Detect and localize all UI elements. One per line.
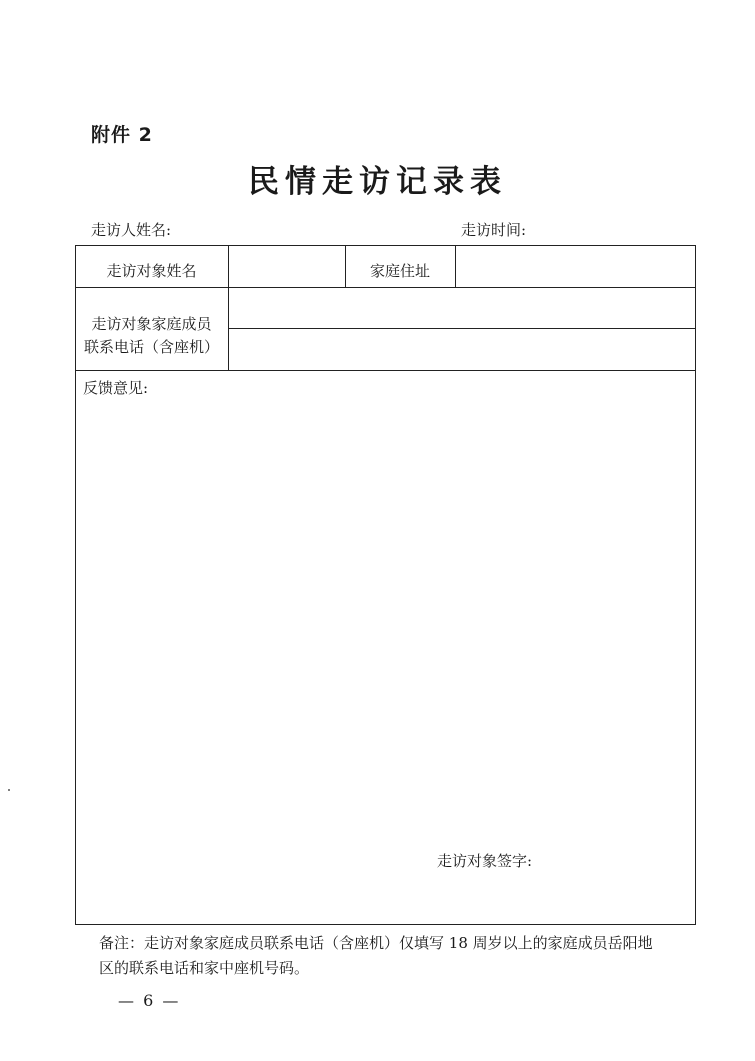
- scan-speck: [8, 789, 10, 791]
- remark-note-line2: 区的联系电话和家中座机号码。: [99, 959, 310, 977]
- family-phone-label-line2: 联系电话（含座机）: [83, 338, 219, 356]
- remark-note-line1: 备注：走访对象家庭成员联系电话（含座机）仅填写 18 周岁以上的家庭成员岳阳地: [99, 934, 653, 952]
- family-phone-label: [75, 313, 228, 359]
- home-address-label: 家庭住址: [369, 262, 430, 280]
- visit-target-name-label: 走访对象姓名: [106, 262, 197, 280]
- table-row-divider: [75, 370, 696, 371]
- table-col-divider: [455, 245, 456, 287]
- visitor-name-label: 走访人姓名:: [91, 221, 172, 239]
- table-row-divider: [228, 328, 696, 329]
- table-row-divider: [75, 287, 696, 288]
- family-phone-label-line1: 走访对象家庭成员: [91, 315, 212, 333]
- visit-time-label: 走访时间:: [461, 221, 527, 239]
- feedback-label: 反馈意见:: [83, 379, 149, 397]
- page-number: — 6 —: [118, 991, 181, 1010]
- attachment-label: 附件 2: [91, 124, 153, 146]
- page-title: 民情走访记录表: [248, 164, 507, 200]
- table-col-divider: [228, 245, 229, 370]
- remark-note: [99, 931, 699, 981]
- signature-label: 走访对象签字:: [437, 852, 533, 870]
